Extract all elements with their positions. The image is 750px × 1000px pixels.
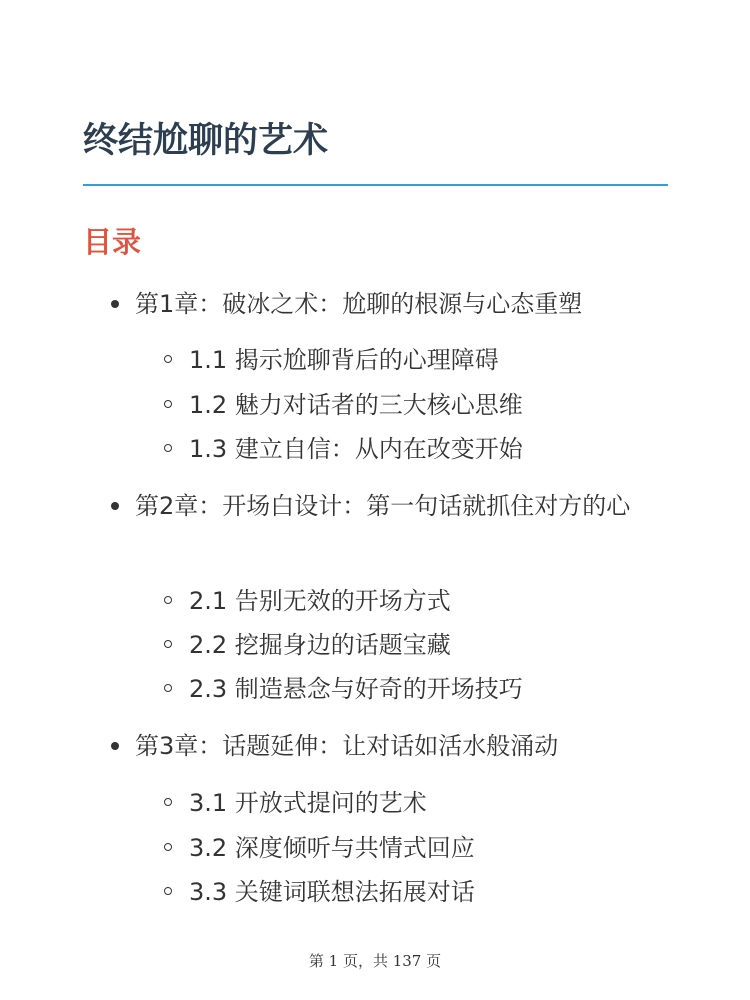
chapter-label: 第1章：破冰之术：尬聊的根源与心态重塑 — [135, 290, 583, 318]
circle-bullet-icon — [164, 400, 172, 408]
chapter-label: 第3章：话题延伸：让对话如活水般涌动 — [135, 732, 559, 760]
bullet-icon — [111, 300, 119, 308]
circle-bullet-icon — [164, 355, 172, 363]
toc-section-3-3[interactable] — [189, 874, 475, 910]
circle-bullet-icon — [164, 640, 172, 648]
section-label: 2.3 制造悬念与好奇的开场技巧 — [189, 675, 523, 703]
bullet-icon — [111, 742, 119, 750]
toc-section-3-2[interactable] — [189, 830, 475, 866]
section-label: 1.2 魅力对话者的三大核心思维 — [189, 391, 523, 419]
page-title: 终结尬聊的艺术 — [83, 121, 329, 161]
section-label: 3.1 开放式提问的艺术 — [189, 789, 427, 817]
section-label: 1.3 建立自信：从内在改变开始 — [189, 435, 523, 463]
toc-section-1-2[interactable] — [189, 387, 523, 423]
page-footer: 第 1 页，共 137 页 — [308, 952, 442, 970]
circle-bullet-icon — [164, 887, 172, 895]
circle-bullet-icon — [164, 684, 172, 692]
toc-chapter-2[interactable] — [135, 488, 675, 524]
circle-bullet-icon — [164, 798, 172, 806]
circle-bullet-icon — [164, 596, 172, 604]
section-label: 3.2 深度倾听与共情式回应 — [189, 834, 475, 862]
circle-bullet-icon — [164, 843, 172, 851]
section-label: 3.3 关键词联想法拓展对话 — [189, 878, 475, 906]
toc-section-2-1[interactable] — [189, 583, 451, 619]
toc-heading: 目录 — [83, 225, 142, 259]
toc-chapter-3[interactable] — [135, 728, 675, 764]
toc-section-2-3[interactable] — [189, 671, 523, 707]
toc-section-3-1[interactable] — [189, 785, 427, 821]
toc-chapter-1[interactable] — [135, 286, 675, 322]
bullet-icon — [111, 502, 119, 510]
toc-section-1-3[interactable] — [189, 431, 523, 467]
toc-section-1-1[interactable] — [189, 342, 499, 378]
section-label: 2.1 告别无效的开场方式 — [189, 587, 451, 615]
title-divider — [83, 184, 668, 186]
circle-bullet-icon — [164, 444, 172, 452]
section-label: 2.2 挖掘身边的话题宝藏 — [189, 631, 451, 659]
section-label: 1.1 揭示尬聊背后的心理障碍 — [189, 346, 499, 374]
chapter-label: 第2章：开场白设计：第一句话就抓住对方的心 — [135, 492, 631, 520]
toc-section-2-2[interactable] — [189, 627, 451, 663]
